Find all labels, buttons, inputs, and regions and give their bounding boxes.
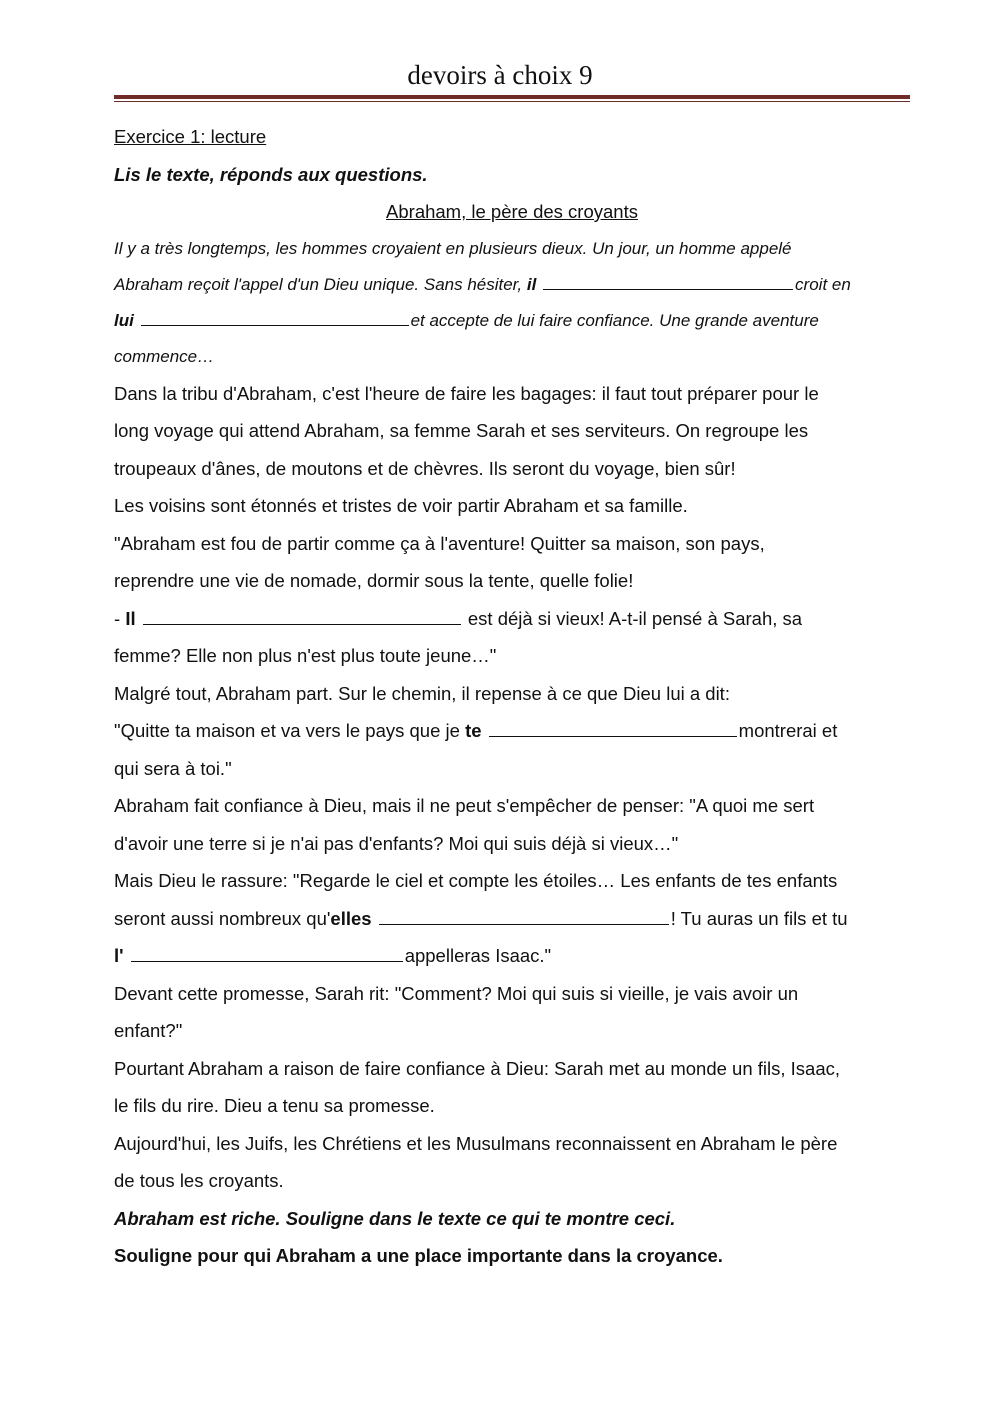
text-segment: "Quitte ta maison et va vers le pays que je xyxy=(114,720,466,741)
answer-blank[interactable] xyxy=(543,288,793,290)
text-line: femme? Elle non plus n'est plus toute jeune…" xyxy=(114,645,497,666)
text-line: Abraham fait confiance à Dieu, mais il ne peut s'empêcher de penser: "A quoi me sert xyxy=(114,795,815,816)
answer-blank[interactable] xyxy=(489,735,737,737)
text-segment: - xyxy=(114,607,126,629)
pronoun: l' xyxy=(114,945,124,966)
answer-blank[interactable] xyxy=(131,960,403,962)
question-2: Souligne pour qui Abraham a une place importante dans la croyance. xyxy=(114,1245,723,1266)
text-segment: ! Tu auras un fils et tu xyxy=(670,907,848,929)
pronoun: elles xyxy=(330,907,372,929)
text-line: troupeaux d'ânes, de moutons et de chèvres. Ils seront du voyage, bien sûr! xyxy=(114,457,736,479)
text-line xyxy=(114,712,910,750)
text-line: Mais Dieu le rassure: "Regarde le ciel et compte les étoiles… Les enfants de tes enfants xyxy=(114,870,838,891)
text-line: le fils du rire. Dieu a tenu sa promesse. xyxy=(114,1095,435,1116)
text-segment: appelleras Isaac." xyxy=(404,945,552,966)
answer-blank[interactable] xyxy=(379,923,669,925)
story-title-row xyxy=(114,193,910,231)
text-line: commence… xyxy=(114,346,215,366)
text-segment: seront aussi nombreux qu' xyxy=(114,907,331,929)
pronoun: lui xyxy=(114,310,134,330)
text-line xyxy=(114,267,910,303)
text-line: "Abraham est fou de partir comme ça à l'aventure! Quitter sa maison, son pays, xyxy=(114,532,765,554)
text-segment: et accepte de lui faire confiance. Une grande aventure xyxy=(410,310,819,330)
text-line: enfant?" xyxy=(114,1020,183,1041)
header-divider xyxy=(114,95,910,99)
text-line: reprendre une vie de nomade, dormir sous la tente, quelle folie! xyxy=(114,570,634,591)
text-line xyxy=(114,303,910,339)
document-body xyxy=(114,118,910,1275)
text-line: Il y a très longtemps, les hommes croyaient en plusieurs dieux. Un jour, un homme appelé xyxy=(114,238,792,258)
answer-blank[interactable] xyxy=(141,324,409,326)
header-divider-thin xyxy=(114,101,910,102)
text-line: Aujourd'hui, les Juifs, les Chrétiens et les Musulmans reconnaissent en Abraham le père xyxy=(114,1132,838,1154)
text-line: qui sera à toi." xyxy=(114,757,232,779)
text-line: Pourtant Abraham a raison de faire confiance à Dieu: Sarah met au monde un fils, Isaac, xyxy=(114,1057,841,1079)
text-line: Malgré tout, Abraham part. Sur le chemin, il repense à ce que Dieu lui a dit: xyxy=(114,682,730,704)
text-line: long voyage qui attend Abraham, sa femme Sarah et ses serviteurs. On regroupe les xyxy=(114,420,809,441)
text-segment: croit en xyxy=(795,274,851,294)
text-line xyxy=(114,600,910,638)
exercise-instruction: Lis le texte, réponds aux questions. xyxy=(114,163,428,185)
page-title: devoirs à choix 9 xyxy=(407,60,593,90)
text-line: Les voisins sont étonnés et tristes de voir partir Abraham et sa famille. xyxy=(114,495,688,516)
pronoun: il xyxy=(526,274,537,294)
pronoun: te xyxy=(465,720,482,741)
text-line xyxy=(114,900,910,938)
text-line: d'avoir une terre si je n'ai pas d'enfants? Moi qui suis déjà si vieux…" xyxy=(114,832,679,854)
pronoun: Il xyxy=(125,607,136,629)
question-1: Abraham est riche. Souligne dans le texte ce qui te montre ceci. xyxy=(114,1207,676,1229)
exercise-label: Exercice 1: lecture xyxy=(114,126,267,147)
text-line xyxy=(114,937,910,975)
story-title: Abraham, le père des croyants xyxy=(386,201,638,222)
text-segment: montrerai et xyxy=(738,720,838,741)
answer-blank[interactable] xyxy=(143,623,461,625)
text-segment: Abraham reçoit l'appel d'un Dieu unique. Sans hésiter, xyxy=(114,274,527,294)
text-line: Devant cette promesse, Sarah rit: "Comment? Moi qui suis si vieille, je vais avoir un xyxy=(114,982,799,1004)
text-line: de tous les croyants. xyxy=(114,1170,284,1191)
text-line: Dans la tribu d'Abraham, c'est l'heure de faire les bagages: il faut tout préparer pour le xyxy=(114,382,819,404)
text-segment: est déjà si vieux! A-t-il pensé à Sarah, sa xyxy=(467,607,803,629)
